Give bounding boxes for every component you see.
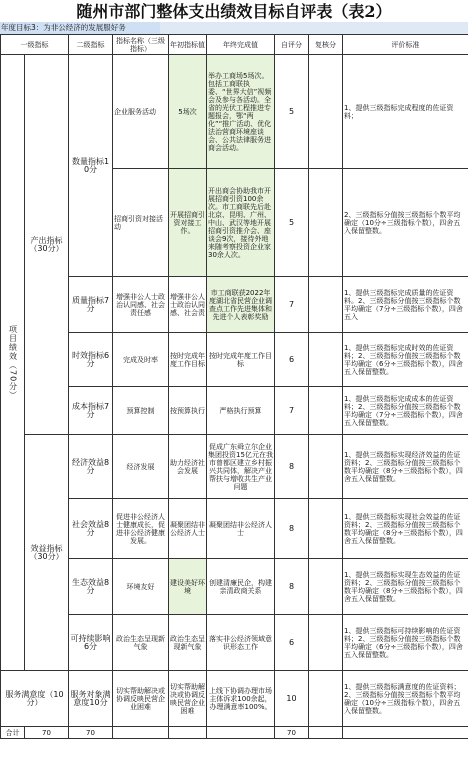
table-row <box>1 387 468 435</box>
l3-cell: 企业服务活动 <box>113 55 169 169</box>
l2-cell: 经济效益8分 <box>69 435 113 499</box>
review-score <box>309 277 343 333</box>
table-row <box>1 277 468 333</box>
self-score: 5 <box>275 55 309 169</box>
l3-cell: 经济发展 <box>113 435 169 499</box>
target-cell: 开展招商引资对接工作。 <box>169 169 207 277</box>
target-cell: 按预算执行 <box>169 387 207 435</box>
l1-project: 项目绩效（70分） <box>1 55 25 671</box>
self-score: 8 <box>275 499 309 559</box>
l3-cell: 政治生态呈现新气象 <box>113 615 169 671</box>
l2-cell: 生态效益8分 <box>69 559 113 615</box>
total-label: 合计 <box>1 727 25 739</box>
target-cell: 建设美好环境 <box>169 559 207 615</box>
hdr-done: 年终完成值 <box>207 35 275 55</box>
review-score <box>309 615 343 671</box>
review-score <box>309 55 343 169</box>
done-cell: 按时完成年度工作目标 <box>207 333 275 387</box>
target-cell: 凝聚团结非公经济人士 <box>169 499 207 559</box>
header-row <box>1 35 468 55</box>
hdr-l3: 指标名称（三级指标） <box>113 35 169 55</box>
done-cell: 开出商会协助我市开展招商引资100余次。市工商联先后赴北京、昆明、广州、中山、武汉等地开展招商引资推介会、座谈会9次，接待外地来随考察投资企业家30余人次。 <box>207 169 275 277</box>
l3-cell: 促进非公经济人士健康成长，促进非公经济健康发展。 <box>113 499 169 559</box>
target-cell: 按时完成年度工作目标 <box>169 333 207 387</box>
done-cell: 市工商联获2022年度湖北省民营企业调查点工作先进集体和先进个人表彰奖励 <box>207 277 275 333</box>
self-score: 10 <box>275 671 309 727</box>
table-row <box>1 615 468 671</box>
target-cell: 5场次 <box>169 55 207 169</box>
year-goal-bar <box>0 22 468 34</box>
self-score: 7 <box>275 387 309 435</box>
target-cell: 切实帮助解决或协调反映民营企业困难 <box>169 671 207 727</box>
l2-cell: 数量指标10分 <box>69 55 113 277</box>
done-cell: 落实非公经济领域意识形态工作 <box>207 615 275 671</box>
hdr-std: 评价标准 <box>343 35 468 55</box>
target-cell: 政治生态呈现新气象 <box>169 615 207 671</box>
done-cell: 凝聚团结非公经济人士 <box>207 499 275 559</box>
done-cell: 举办工商场5场次。包括工商联执委、“世界大信”视频会及参与各活动。全省的光伏工程推进专题报会，鄂“两化”“推广活动、优化法治营商环境座谈会、公共法律服务进商会活动。 <box>207 55 275 169</box>
done-cell: 上线下协调办理市场主体诉求100余起，办理满意率100%。 <box>207 671 275 727</box>
l3-cell: 切实帮助解决或协调反映民营企业困难 <box>113 671 169 727</box>
l1-benefit: 效益指标（30分） <box>25 435 69 671</box>
l3-cell: 完成及时率 <box>113 333 169 387</box>
hdr-target: 年初指标值 <box>169 35 207 55</box>
table-row <box>1 559 468 615</box>
table-row <box>1 499 468 559</box>
review-score <box>309 387 343 435</box>
l2-cell: 质量指标7分 <box>69 277 113 333</box>
review-score <box>309 333 343 387</box>
std-cell: 1、提供三级指标完成程度的佐证资料； <box>343 55 468 169</box>
l2-cell: 可持续影响6分 <box>69 615 113 671</box>
self-score: 6 <box>275 615 309 671</box>
std-cell: 1、提供三级指标完成成本的佐证资料；2、三级指标分值按三级指标个数平均确定（7分÷三级指标个数），四舍五入保留整数。 <box>343 387 468 435</box>
std-cell: 1、提供三级指标实现生态效益的佐证资料；2、三级指标分值按三级指标个数平均确定（8分÷三级指标个数），四舍五入保留整数。 <box>343 559 468 615</box>
hdr-review: 复核分 <box>309 35 343 55</box>
std-cell: 1、提供三级指标实现社会效益的佐证资料；2、三级指标分值按三级指标个数平均确定（8分÷三级指标个数），四舍五入保留整数。 <box>343 499 468 559</box>
std-cell: 1、提供三级指标完成质量的佐证资料。2、三级指标分值按三级指标个数平均确定（7分÷三级指标个数），四舍五入 <box>343 277 468 333</box>
hdr-l2: 二级指标 <box>69 35 113 55</box>
l1-output: 产出指标（30分） <box>25 55 69 435</box>
std-cell: 1、提供三级指标实现经济效益的佐证资料；2、三级指标分值按三级指标个数平均确定（8分÷三级指标个数），四舍五入保留整数。 <box>343 435 468 499</box>
review-score <box>309 435 343 499</box>
total-l1: 70 <box>25 727 69 739</box>
l1-satisfaction: 服务满意度（10分） <box>1 671 69 727</box>
target-cell: 增强非公人士政治认同感、社会责 <box>169 277 207 333</box>
std-cell: 1、提供三级指标完成时效的佐证资料；2、三级指标分值按三级指标个数平均确定（6分÷三级指标个数），四舍五入保留整数。 <box>343 333 468 387</box>
std-cell: 1、提供三级指标满意度的佐证资料；2、三级指标分值按三级指标个数平均确定（10分÷三级指标个数），四舍五入保留整数。 <box>343 671 468 727</box>
std-cell: 1、提供三级指标可持续影响的佐证资料；2、三级指标分值按三级指标个数平均确定（6分÷三级指标个数），四舍五入保留整数。 <box>343 615 468 671</box>
l3-cell: 预算控制 <box>113 387 169 435</box>
page-title: 随州市部门整体支出绩效目标自评表（表2） <box>76 2 392 21</box>
table-row <box>1 671 468 727</box>
year-goal-text: 年度目标3：为非公经济的发展服好务 <box>1 23 126 32</box>
total-self: 70 <box>275 727 309 739</box>
self-score: 5 <box>275 169 309 277</box>
self-score: 6 <box>275 333 309 387</box>
done-cell: 严格执行预算 <box>207 387 275 435</box>
hdr-self: 自评分 <box>275 35 309 55</box>
table-row <box>1 55 468 169</box>
l3-cell: 环境友好 <box>113 559 169 615</box>
table-row <box>1 435 468 499</box>
review-score <box>309 671 343 727</box>
done-cell: 促成广东舜立尔企业集团投资15亿元在我市曾都区建立乡村振兴共同体，解决产业帮扶与增收共生产业问题 <box>207 435 275 499</box>
l3-cell: 招商引资对接活动 <box>113 169 169 277</box>
table-row <box>1 333 468 387</box>
self-score: 8 <box>275 435 309 499</box>
l3-cell: 增强非公人士政治认同感、社会责任感 <box>113 277 169 333</box>
total-row <box>1 727 468 739</box>
done-cell: 创建清廉民企，构建亲清政商关系 <box>207 559 275 615</box>
review-score <box>309 559 343 615</box>
l2-cell: 时效指标6分 <box>69 333 113 387</box>
evaluation-table <box>0 34 468 739</box>
review-score <box>309 499 343 559</box>
hdr-l1: 一级指标 <box>1 35 69 55</box>
review-score <box>309 169 343 277</box>
std-cell: 2、三级指标分值按三级指标个数平均确定（10分÷三级指标个数），四舍五入保留整数。 <box>343 169 468 277</box>
target-cell: 助力经济社会发展 <box>169 435 207 499</box>
l2-cell: 成本指标7分 <box>69 387 113 435</box>
self-score: 7 <box>275 277 309 333</box>
l2-cell: 服务对象满意度10分 <box>69 671 113 727</box>
l2-cell: 社会效益8分 <box>69 499 113 559</box>
self-score: 8 <box>275 559 309 615</box>
total-l2: 70 <box>69 727 113 739</box>
